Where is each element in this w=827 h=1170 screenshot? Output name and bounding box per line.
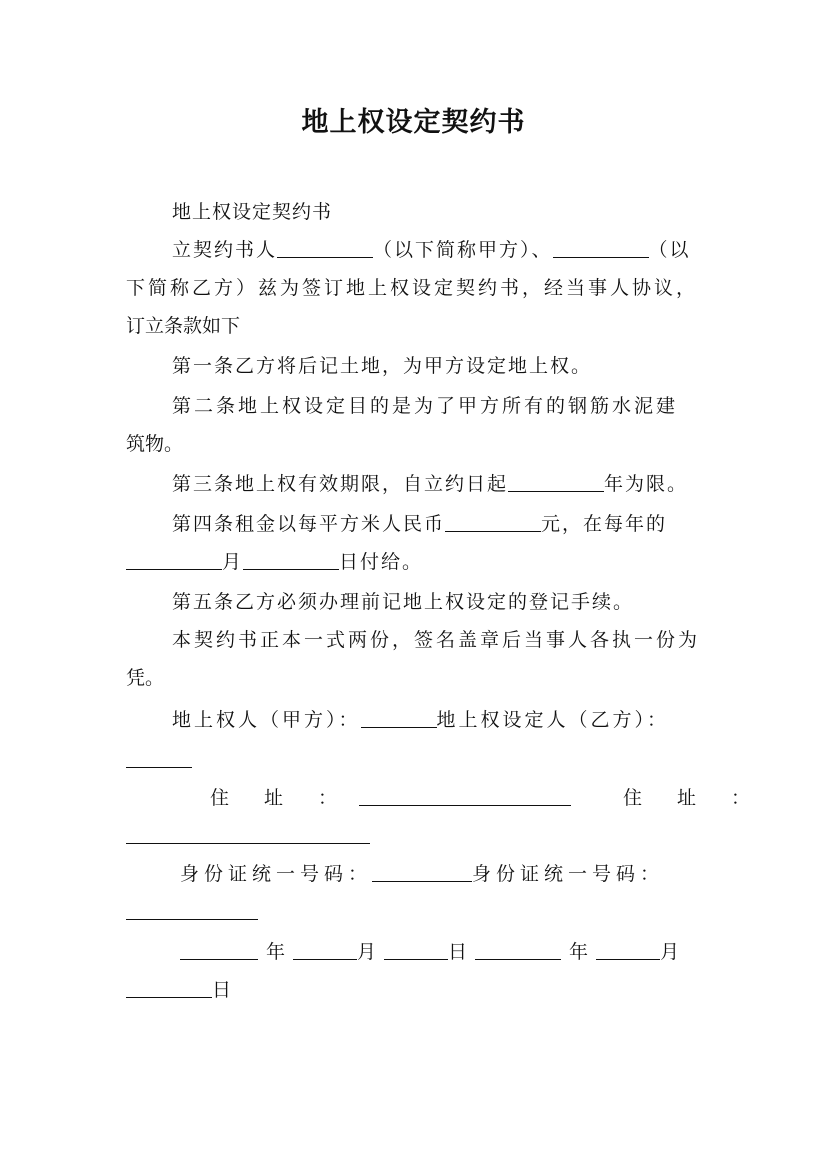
id-label-a: 身份证统一号码： [180,863,373,885]
blank-term-years [508,473,604,492]
copies-text-1: 本契约书正本一式两份，签名盖章后当事人各执一份为 [172,629,701,651]
blank-year-a [180,941,258,960]
article-4-month: 月 [222,551,244,573]
parties-line-1 [172,236,717,264]
article-2-text-1: 第二条地上权设定目的是为了甲方所有的钢筋水泥建 [172,395,679,417]
blank-id-b [126,901,258,920]
blank-rent-month [126,551,222,570]
blank-id-a [372,863,472,882]
article-4-text-1: 第四条租金以每平方米人民币 [172,513,446,535]
parties-label: 立契约书人 [172,239,278,261]
parties-line-3 [126,312,716,340]
address-line [210,784,759,812]
blank-year-b [475,941,561,960]
heading-line [172,198,717,226]
date-day-a: 日 [448,941,468,963]
article-1-text: 第一条乙方将后记土地，为甲方设定地上权。 [172,355,593,377]
blank-address-b [126,825,370,844]
address-label-b: 住 址 ： [623,787,759,809]
date-year-b: 年 [569,941,589,963]
blank-month-a [293,941,357,960]
heading-text: 地上权设定契约书 [172,201,333,223]
parties-line-2 [126,274,716,302]
date-month-b: 月 [660,941,680,963]
parties-text-2: 下简称乙方）兹为签订地上权设定契约书，经当事人协议， [126,277,699,299]
blank-signature-a [361,709,437,728]
date-day-b: 日 [212,979,232,1001]
parties-party-a-note: （以下简称甲方）、 [373,239,553,261]
blank-day-b [126,979,212,998]
id-line [180,860,720,888]
date-year-a: 年 [266,941,286,963]
blank-rent-day [243,551,339,570]
article-2-line-2 [126,430,716,458]
blank-month-b [596,941,660,960]
id-line-2 [126,898,716,926]
article-4-line-2 [126,548,716,576]
article-3-text-2: 年为限。 [604,473,689,495]
signature-line [172,706,717,734]
blank-rent-amount [445,513,541,532]
blank-party-a [277,239,373,258]
date-month-a: 月 [357,941,377,963]
signature-line-2 [126,746,716,774]
blank-day-a [384,941,448,960]
parties-text-3: 订立条款如下 [126,315,241,337]
article-4-line-1 [172,510,717,538]
copies-text-2: 凭。 [126,667,165,689]
article-3-text-1: 第三条地上权有效期限，自立约日起 [172,473,509,495]
copies-line-1 [172,626,717,654]
copies-line-2 [126,664,716,692]
address-label-a: 住 址 ： [210,787,346,809]
date-line [180,938,720,966]
parties-party-b-note-start: （以 [648,239,691,261]
signature-party-a-label: 地上权人（甲方）： [172,709,361,731]
signature-party-b-label: 地上权设定人（乙方）： [436,709,670,731]
blank-signature-b [126,749,192,768]
article-5-text: 第五条乙方必须办理前记地上权设定的登记手续。 [172,591,635,613]
article-5 [172,588,717,616]
blank-party-b [553,239,649,258]
address-line-2 [126,822,716,850]
article-2-text-2: 筑物。 [126,433,184,455]
article-3 [172,470,717,498]
blank-address-a [359,787,571,806]
date-line-2 [126,976,716,1004]
article-2-line-1 [172,392,717,420]
article-4-text-3: 日付给。 [339,551,424,573]
article-1 [172,352,717,380]
document-title: 地上权设定契约书 [301,107,526,138]
article-4-text-2: 元，在每年的 [541,513,668,535]
id-label-b: 身份证统一号码： [472,863,665,885]
